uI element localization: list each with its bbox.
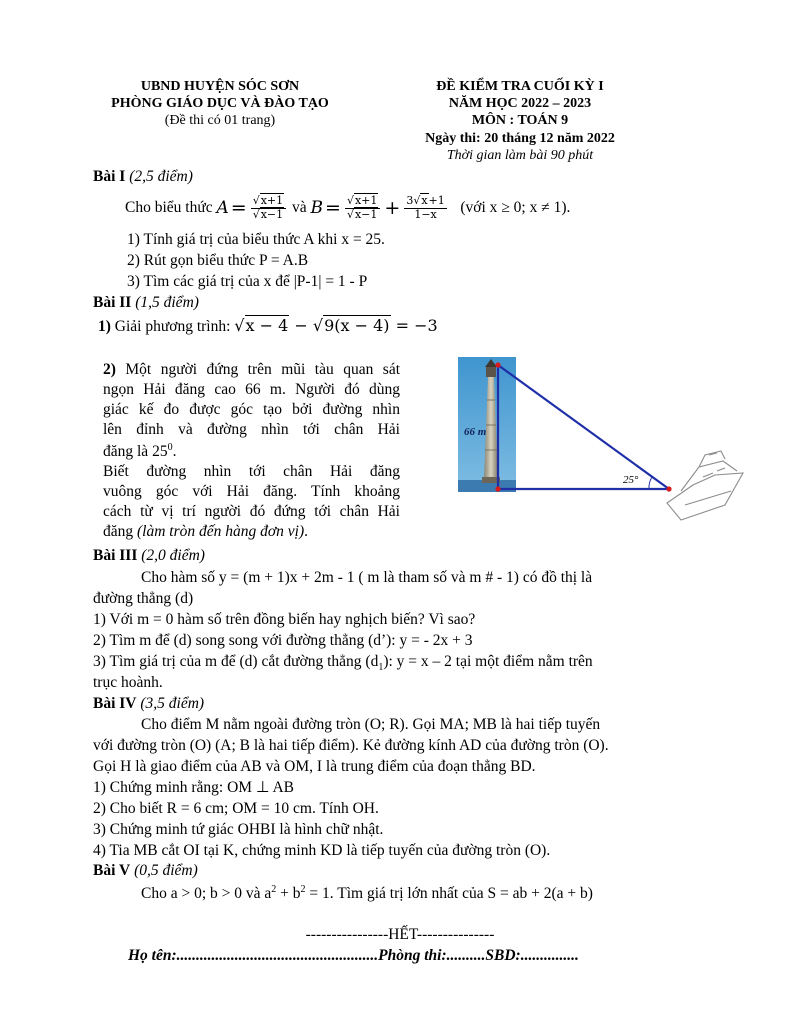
bai2-q2-line1: ngọn Hải đăng cao 66 m. Người đó dùng (103, 381, 400, 399)
bai2-q2-text0: Một người đứng trên mũi tàu quan sát (125, 361, 401, 378)
bai5-sup2: 2 (300, 884, 306, 895)
equation-rhs: = −3 (395, 316, 438, 335)
height-label: 66 m (464, 426, 487, 438)
observer-point (666, 486, 671, 491)
bai5-title: Bài V (93, 862, 131, 879)
department-name: PHÒNG GIÁO DỤC VÀ ĐÀO TẠO (111, 96, 329, 111)
radical-2: 9(x − 4) (324, 316, 390, 335)
bai4-q3: 3) Chứng minh tứ giác OHBI là hình chữ nhật. (93, 821, 384, 838)
last-prefix: đăng (103, 523, 134, 541)
exam-title: ĐỀ KIỂM TRA CUỐI KỲ I (436, 79, 604, 94)
bai1-q2: 2) Rút gọn biểu thức P = A.B (127, 252, 309, 269)
angle-sup: 0 (167, 441, 173, 453)
bai5-suffix: = 1. Tìm giá trị lớn nhất của S = ab + 2(a + b) (305, 885, 593, 903)
bai2-q2-line8 (103, 522, 400, 542)
bai3-q3-line2: trục hoành. (93, 674, 163, 691)
equals-sign-2: = (325, 196, 341, 219)
bai2-title: Bài II (93, 294, 132, 311)
subject: MÔN : TOÁN 9 (471, 113, 569, 128)
bai1-q3: 3) Tìm các giá trị của x để |P-1| = 1 - P (127, 273, 368, 290)
lantern-room (486, 366, 496, 377)
bai4-line1: Cho điểm M nằm ngoài đường tròn (O; R). Gọi MA; MB là hai tiếp tuyến (141, 716, 601, 733)
bai2-q2-line0 (103, 360, 400, 380)
frac-b1-numerator: x+1 (354, 193, 378, 207)
bai5-text (141, 883, 593, 904)
bai5-prefix: Cho a > 0; b > 0 và a (141, 885, 272, 903)
end-marker: ----------------HẾT--------------- (305, 926, 495, 943)
school-year: NĂM HỌC 2022 – 2023 (448, 96, 592, 111)
angle-suffix: . (172, 442, 177, 460)
bai2-q2-line5: Biết đường nhìn tới chân Hải đăng (103, 462, 400, 480)
bai2-q2-line3: lên đỉnh và đường nhìn tới chân Hải (103, 421, 400, 439)
fraction-b1: $\frac{√x+1}{√x-1}$ (345, 195, 380, 221)
sight-line-top (498, 365, 669, 489)
bai4-title: Bài IV (93, 695, 137, 712)
bai4-q2: 2) Cho biết R = 6 cm; OM = 10 cm. Tính OH. (93, 800, 379, 817)
bai3-intro2: đường thẳng (d) (93, 590, 194, 607)
bai1-heading (93, 167, 193, 187)
frac-a-numerator: x+1 (260, 193, 284, 207)
bai3-q3-prefix: 3) Tìm giá trị của m để (d) cắt đường thẳng (d (93, 653, 379, 670)
bai3-q3-suffix: ): y = x – 2 tại một điểm nằm trên (383, 653, 593, 670)
bai3-q1: 1) Với m = 0 hàm số trên đồng biến hay nghịch biến? Vì sao? (93, 611, 476, 628)
bai1-intro: Cho biểu thức (125, 198, 213, 216)
last-italic: (làm tròn đến hàng đơn vị) (137, 523, 305, 541)
base-point (495, 486, 500, 491)
page-count-note: (Đề thi có 01 trang) (164, 113, 276, 128)
bai2-heading (93, 293, 199, 313)
bai3-points: (2,0 điểm) (141, 547, 205, 564)
bai4-q4: 4) Tia MB cắt OI tại K, chứng minh KD là tiếp tuyến của đường tròn (O). (93, 842, 551, 859)
bai4-heading (93, 694, 204, 714)
bai1-points: (2,5 điểm) (129, 168, 193, 185)
frac-b1-denominator: x−1 (354, 207, 378, 221)
frac-b2-rad: x (421, 193, 428, 207)
var-b: B (310, 197, 324, 218)
bai2-q1-text: Giải phương trình: (114, 318, 231, 335)
exam-date: Ngày thi: 20 tháng 12 năm 2022 (425, 131, 615, 146)
bai4-line3: Gọi H là giao điểm của AB và OM, I là trung điểm của đoạn thẳng BD. (93, 758, 536, 775)
bai1-condition: (với x ≥ 0; x ≠ 1). (460, 198, 571, 216)
bai5-sup1: 2 (271, 884, 277, 895)
bai2-q2-line6: vuông góc với Hải đăng. Tính khoảng (103, 483, 400, 500)
frac-b2-denominator: 1−x (414, 207, 437, 221)
equation: √x − 4 − √9(x − 4) = −3 (234, 316, 438, 335)
equals-sign: = (230, 196, 247, 219)
fraction-a: $\frac{√x+1}{√x-1}$ (251, 195, 286, 221)
bai3-heading (93, 546, 205, 566)
and-word: và (292, 198, 307, 216)
last-suffix: . (304, 523, 309, 541)
angle-label: 25° (623, 474, 639, 486)
angle-prefix: đăng là 25 (103, 442, 168, 460)
minus-sign: − (294, 316, 308, 335)
frac-b2-tail: +1 (428, 193, 445, 207)
bai4-q1: 1) Chứng minh rằng: OM ⊥ AB (93, 779, 295, 796)
bai3-q3-sub: 1 (378, 662, 384, 674)
bai2-q2-line2: giác kế đo được góc tạo bởi đường nhìn (103, 401, 400, 419)
bai3-intro1: Cho hàm số y = (m + 1)x + 2m - 1 ( m là tham số và m # - 1) có đồ thị là (141, 569, 593, 586)
bai5-heading (93, 861, 198, 881)
candidate-info: Họ tên:....................................................Phòng thi:..........SBD:............... (128, 947, 579, 964)
bai2-points: (1,5 điểm) (135, 294, 199, 311)
top-point (495, 362, 500, 367)
bai2-q2-num: 2) (103, 361, 116, 378)
bai2-q2-angle-line (103, 441, 400, 462)
bai1-q1: 1) Tính giá trị của biểu thức A khi x = 25. (127, 231, 385, 248)
bai4-line2: với đường tròn (O) (A; B là hai tiếp điểm). Kẻ đường kính AD của đường tròn (O). (93, 737, 609, 754)
frac-b2-coef: 3 (406, 193, 414, 207)
school-district: UBND HUYỆN SÓC SƠN (140, 79, 300, 94)
bai2-q1 (98, 316, 438, 337)
bai1-expression (125, 189, 570, 227)
angle-arc (649, 477, 652, 489)
bai2-q2-line7: cách từ vị trí người đó đứng tới chân Hải (103, 503, 400, 521)
bai2-q1-num: 1) (98, 318, 111, 335)
bai4-points: (3,5 điểm) (140, 695, 205, 712)
bai5-mid: + b (276, 885, 301, 903)
ship-sketch-icon (667, 451, 743, 520)
bai5-points: (0,5 điểm) (134, 862, 198, 879)
bai3-q3 (93, 652, 593, 674)
radical-1: x − 4 (245, 316, 289, 335)
plus-sign: + (384, 196, 401, 219)
bai2-q2 (103, 360, 400, 542)
lighthouse-figure (455, 355, 750, 525)
exam-duration: Thời gian làm bài 90 phút (446, 148, 594, 163)
bai1-title: Bài I (93, 168, 126, 185)
fraction-b2: $\frac{3√x+1}{1-x}$ (406, 193, 445, 221)
var-a: A (216, 197, 229, 218)
bai3-q2: 2) Tìm m để (d) song song với đường thẳng (d’): y = - 2x + 3 (93, 632, 473, 649)
frac-a-denominator: x−1 (260, 207, 284, 221)
bai3-title: Bài III (93, 547, 138, 564)
